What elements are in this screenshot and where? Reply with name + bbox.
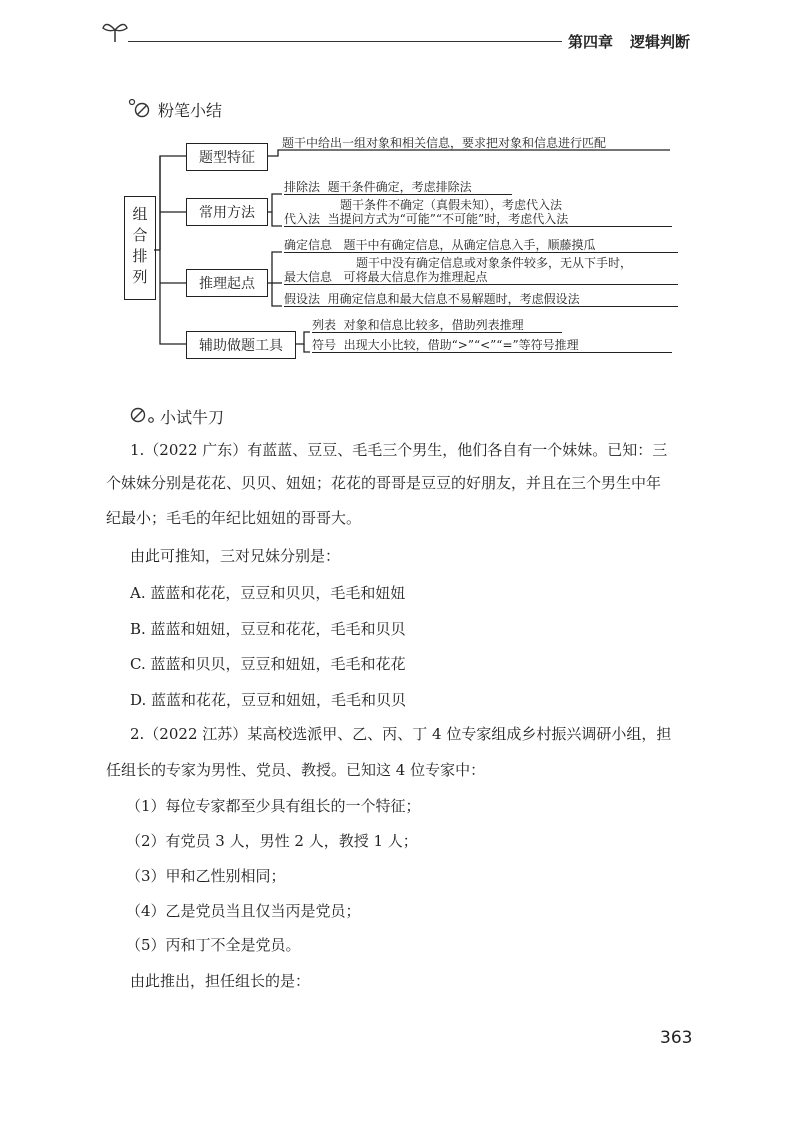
leaf-text: 用确定信息和最大信息不易解题时，考虑假设法 [327, 292, 580, 306]
q1-line1: 1.（2022 广东）有蓝蓝、豆豆、毛毛三个男生，他们各自有一个妹妹。已知：三 [130, 441, 668, 459]
q1-option-a: A. 蓝蓝和花花，豆豆和贝贝，毛毛和妞妞 [130, 584, 406, 602]
leaf-text: 可将最大信息作为推理起点 [343, 270, 488, 284]
q2-line2: 任组长的专家为男性、党员、教授。已知这 4 位专家中： [106, 761, 486, 779]
q2-condition-5: （5）丙和丁不全是党员。 [126, 936, 301, 954]
branch-common-methods: 常用方法 [186, 198, 268, 226]
leaf-table [312, 318, 562, 333]
leaf-elimination [284, 180, 512, 195]
q1-option-c: C. 蓝蓝和贝贝，豆豆和妞妞，毛毛和花花 [130, 655, 406, 673]
q1-option-b: B. 蓝蓝和妞妞，豆豆和花花，毛毛和贝贝 [130, 620, 406, 638]
q2-condition-4: （4）乙是党员当且仅当丙是党员； [126, 902, 361, 920]
chapter-label: 第四章 [568, 33, 614, 51]
q2-condition-1: （1）每位专家都至少具有组长的一个特征； [126, 797, 421, 815]
page-number: 363 [660, 1028, 693, 1048]
leaf-key: 假设法 [284, 292, 321, 306]
leaf-hypothesis [284, 292, 678, 307]
q1-prompt: 由此可推知，三对兄妹分别是： [130, 547, 341, 565]
q1-line2: 个妹妹分别是花花、贝贝、妞妞；花花的哥哥是豆豆的好朋友，并且在三个男生中年 [106, 474, 662, 492]
leaf-key: 代入法 [284, 212, 321, 226]
leaf-key: 排除法 [284, 180, 321, 194]
leaf-text: 题干条件确定，考虑排除法 [327, 180, 472, 194]
leaf-definite-info [284, 238, 678, 253]
q1-line3: 纪最小；毛毛的年纪比妞妞的哥哥大。 [106, 509, 362, 527]
branch-aux-tools: 辅助做题工具 [186, 331, 296, 359]
q1-option-d: D. 蓝蓝和花花，豆豆和妞妞，毛毛和贝贝 [130, 691, 407, 709]
leaf-text: 出现大小比较，借助“>”“<”“=”等符号推理 [343, 338, 579, 352]
chapter-title: 逻辑判断 [630, 33, 691, 51]
practice-heading: 小试牛刀 [160, 408, 225, 427]
leaf-substitution-line1: 题干条件不确定（真假未知），考虑代入法 [340, 198, 563, 212]
q2-condition-3: （3）甲和乙性别相同； [126, 867, 286, 885]
leaf-max-info [284, 270, 678, 285]
chalk-icon [130, 406, 156, 424]
leaf-key: 确定信息 [284, 238, 333, 252]
leaf-question-type: 题干中给出一组对象和相关信息，要求把对象和信息进行匹配 [282, 136, 607, 150]
leaf-key: 列表 [312, 318, 337, 332]
leaf-text: 当提问方式为“可能”“不可能”时，考虑代入法 [327, 212, 569, 226]
leaf-max-info-line1: 题干中没有确定信息或对象条件较多，无从下手时， [356, 256, 633, 270]
leaf-substitution [284, 212, 672, 227]
branch-question-type: 题型特征 [186, 143, 268, 171]
leaf-key: 最大信息 [284, 270, 333, 284]
leaf-text: 题干中有确定信息，从确定信息入手，顺藤摸瓜 [343, 238, 596, 252]
q2-line1: 2.（2022 江苏）某高校选派甲、乙、丙、丁 4 位专家组成乡村振兴调研小组，担 [130, 725, 672, 743]
branch-reasoning-start: 推理起点 [186, 269, 268, 297]
leaf-symbol [312, 338, 672, 353]
summary-heading: 粉笔小结 [158, 101, 223, 120]
mind-map-root: 组合排列 [124, 196, 156, 300]
leaf-text: 对象和信息比较多，借助列表推理 [343, 318, 524, 332]
leaf-key: 符号 [312, 338, 337, 352]
q2-prompt: 由此推出，担任组长的是： [130, 972, 311, 990]
q2-condition-2: （2）有党员 3 人，男性 2 人，教授 1 人； [126, 832, 418, 850]
